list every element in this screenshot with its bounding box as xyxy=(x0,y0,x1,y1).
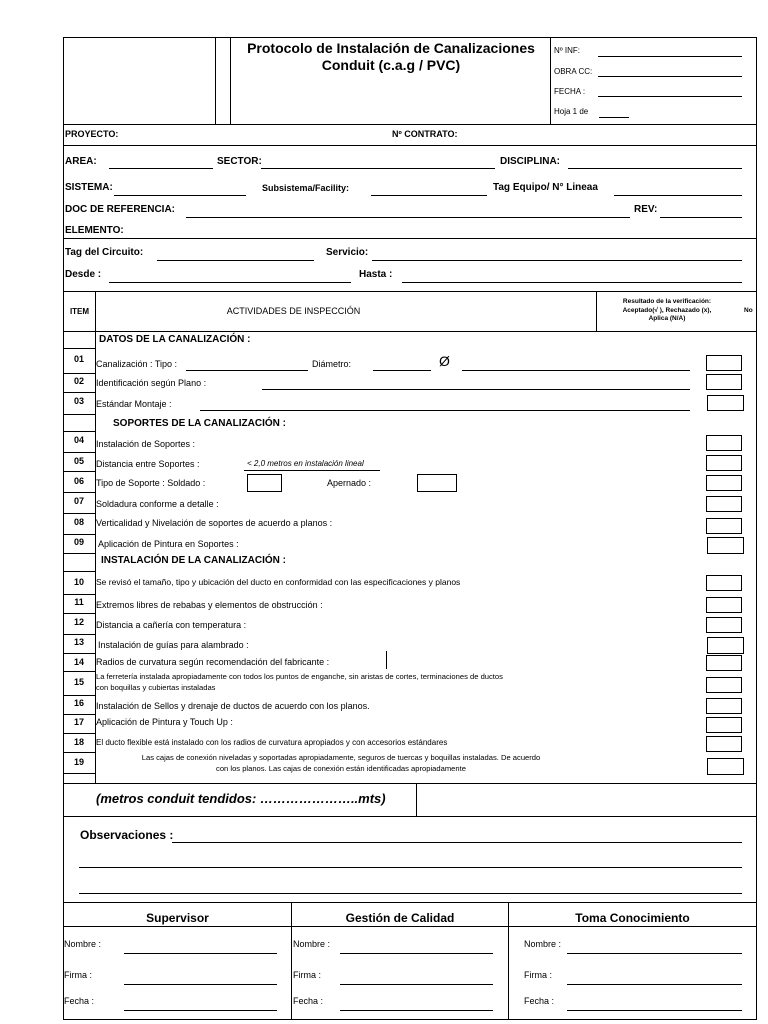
tag-equipo-field[interactable] xyxy=(614,195,742,196)
item-number: 16 xyxy=(73,698,84,708)
item-text: Aplicación de Pintura en Soportes : xyxy=(98,539,239,549)
item-text: Estándar Montaje : xyxy=(96,399,172,409)
toma-fecha-label: Fecha : xyxy=(524,996,555,1006)
item-text: Extremos libres de rebabas y elementos de obstrucción : xyxy=(96,600,323,610)
item-number: 05 xyxy=(73,456,84,466)
calidad-nombre-label: Nombre : xyxy=(293,939,331,949)
item-number: 17 xyxy=(73,717,84,727)
tipo-field[interactable] xyxy=(186,370,308,371)
diametro-label: Diámetro: xyxy=(312,359,352,369)
result-box[interactable] xyxy=(707,537,744,554)
sistema-label: SISTEMA: xyxy=(65,182,113,193)
diametro-extra-field[interactable] xyxy=(462,370,690,371)
toma-nombre-field[interactable] xyxy=(567,953,742,954)
item-text: Tipo de Soporte : Soldado : xyxy=(96,478,206,488)
sector-field[interactable] xyxy=(261,168,495,169)
supervisor-header: Supervisor xyxy=(146,911,209,925)
result-box[interactable] xyxy=(706,575,742,591)
item-text: Se revisó el tamaño, tipo y ubicación del ducto en conformidad con las especificaciones y planos xyxy=(96,577,461,587)
disciplina-label: DISCIPLINA: xyxy=(500,156,560,167)
diametro-field[interactable] xyxy=(373,370,431,371)
item-number: 06 xyxy=(73,476,84,486)
tag-circuito-field[interactable] xyxy=(157,260,314,261)
toma-firma-field[interactable] xyxy=(567,984,742,985)
item-text: Verticalidad y Nivelación de soportes de acuerdo a planos : xyxy=(96,518,333,528)
doc-ref-field[interactable] xyxy=(186,217,630,218)
col-item-header: ITEM xyxy=(69,307,90,316)
result-box[interactable] xyxy=(706,475,742,491)
apernado-box[interactable] xyxy=(417,474,457,492)
item-text: El ducto flexible está instalado con los radios de curvatura apropiados y con accesorios estándares xyxy=(96,738,448,747)
supervisor-fecha-label: Fecha : xyxy=(64,996,95,1006)
result-box[interactable] xyxy=(706,355,742,371)
toma-conocimiento-header: Toma Conocimiento xyxy=(575,911,690,925)
estandar-field[interactable] xyxy=(200,410,690,411)
soldado-box[interactable] xyxy=(247,474,282,492)
inf-label: Nº INF: xyxy=(554,46,581,55)
observaciones-label: Observaciones : xyxy=(80,828,174,842)
observaciones-line-1[interactable] xyxy=(172,842,742,843)
supervisor-nombre-field[interactable] xyxy=(124,953,277,954)
item-number: 08 xyxy=(73,517,84,527)
gestion-calidad-header: Gestión de Calidad xyxy=(345,911,455,925)
item-number: 04 xyxy=(73,435,84,445)
calidad-fecha-field[interactable] xyxy=(340,1010,493,1011)
section-instalacion: INSTALACIÓN DE LA CANALIZACIÓN : xyxy=(101,555,286,566)
item-number: 02 xyxy=(73,376,84,386)
item-text-line2: con los planos. Las cajas de conexión están identificadas apropiadamente xyxy=(216,764,466,773)
form-title-line2: Conduit (c.a.g / PVC) xyxy=(321,57,461,73)
calidad-fecha-label: Fecha : xyxy=(293,996,324,1006)
result-box[interactable] xyxy=(706,736,742,752)
hoja-label: Hoja 1 de xyxy=(554,107,589,116)
apernado-label: Apernado : xyxy=(327,478,372,488)
contrato-label: Nº CONTRATO: xyxy=(392,129,458,139)
result-box[interactable] xyxy=(706,496,742,512)
item-number: 15 xyxy=(73,677,84,687)
desde-field[interactable] xyxy=(109,282,351,283)
item-text: Distancia a cañería con temperatura : xyxy=(96,620,247,630)
result-header-no: No xyxy=(744,307,753,314)
item-number: 13 xyxy=(73,637,84,647)
result-box[interactable] xyxy=(706,597,742,613)
area-label: AREA: xyxy=(65,156,97,167)
sistema-field[interactable] xyxy=(114,195,246,196)
calidad-firma-label: Firma : xyxy=(293,970,321,980)
result-box[interactable] xyxy=(707,395,744,411)
tag-equipo-label: Tag Equipo/ N° Lineaa xyxy=(493,182,598,193)
result-header-line2: Aceptado(√ ), Rechazado (x), xyxy=(622,307,712,314)
item-number: 01 xyxy=(73,354,84,364)
inf-field[interactable] xyxy=(598,56,742,57)
item-number: 09 xyxy=(73,537,84,547)
result-box[interactable] xyxy=(706,698,742,714)
hasta-field[interactable] xyxy=(402,282,742,283)
tag-circuito-label: Tag del Circuito: xyxy=(65,247,144,258)
subsistema-label: Subsistema/Facility: xyxy=(262,183,350,193)
item-text: Instalación de guías para alambrado : xyxy=(98,640,249,650)
fecha-header-field[interactable] xyxy=(598,96,742,97)
item-text: Instalación de Soportes : xyxy=(96,439,196,449)
result-box[interactable] xyxy=(706,455,742,471)
hasta-label: Hasta : xyxy=(359,269,393,280)
result-box[interactable] xyxy=(706,617,742,633)
desde-label: Desde : xyxy=(65,269,102,280)
item-number: 11 xyxy=(74,597,84,607)
toma-nombre-label: Nombre : xyxy=(524,939,562,949)
calidad-firma-field[interactable] xyxy=(340,984,493,985)
supervisor-firma-field[interactable] xyxy=(124,984,277,985)
diameter-symbol: Ø xyxy=(439,353,450,369)
hoja-field[interactable] xyxy=(599,117,629,118)
calidad-nombre-field[interactable] xyxy=(340,953,493,954)
item-text: Aplicación de Pintura y Touch Up : xyxy=(96,717,233,727)
toma-fecha-field[interactable] xyxy=(567,1010,742,1011)
result-box[interactable] xyxy=(706,677,742,693)
metros-conduit: (metros conduit tendidos: …………………..mts) xyxy=(96,791,386,806)
servicio-field[interactable] xyxy=(372,260,742,261)
item-number: 03 xyxy=(73,396,84,406)
item-text-line2: con boquillas y cubiertas instaladas xyxy=(96,683,216,692)
result-box[interactable] xyxy=(706,518,742,534)
rev-label: REV: xyxy=(634,204,658,215)
supervisor-fecha-field[interactable] xyxy=(124,1010,277,1011)
subsistema-field[interactable] xyxy=(371,195,487,196)
item-text: Identificación según Plano : xyxy=(96,378,207,388)
observaciones-line-2[interactable] xyxy=(79,867,742,868)
sector-label: SECTOR: xyxy=(217,156,262,167)
disciplina-field[interactable] xyxy=(568,168,742,169)
doc-ref-label: DOC DE REFERENCIA: xyxy=(65,204,176,215)
item-number: 14 xyxy=(73,657,84,667)
obra-label: OBRA CC: xyxy=(554,67,593,76)
distancia-spec: < 2,0 metros en instalación lineal xyxy=(247,459,364,468)
result-box[interactable] xyxy=(707,637,744,654)
section-soportes: SOPORTES DE LA CANALIZACIÓN : xyxy=(113,418,286,429)
identificacion-field[interactable] xyxy=(262,389,690,390)
result-box[interactable] xyxy=(707,758,744,775)
elemento-label: ELEMENTO: xyxy=(65,225,124,236)
toma-firma-label: Firma : xyxy=(524,970,552,980)
item-text: Canalización : Tipo : xyxy=(96,359,178,369)
item-text: Distancia entre Soportes : xyxy=(96,459,200,469)
result-header-line3: Aplica (N/A) xyxy=(648,315,686,322)
item-text: Instalación de Sellos y drenaje de ductos de acuerdo con los planos. xyxy=(96,701,370,711)
result-header-line1: Resultado de la verificación: xyxy=(622,298,712,305)
item-text: La ferretería instalada apropiadamente con todos los puntos de enganche, sin aristas de cortes, terminaciones de ductos xyxy=(96,672,503,681)
col-activities-header: ACTIVIDADES DE INSPECCIÓN xyxy=(226,306,361,316)
obra-field[interactable] xyxy=(598,76,742,77)
item-number: 18 xyxy=(73,737,84,747)
supervisor-firma-label: Firma : xyxy=(64,970,92,980)
item-text: Radios de curvatura según recomendación del fabricante : xyxy=(96,657,330,667)
result-box[interactable] xyxy=(706,435,742,451)
servicio-label: Servicio: xyxy=(326,247,369,258)
proyecto-label: PROYECTO: xyxy=(65,129,119,139)
supervisor-nombre-label: Nombre : xyxy=(64,939,102,949)
item-text: Las cajas de conexión niveladas y soportadas apropiadamente, seguros de tuercas y boquillas instaladas. De acuerdo xyxy=(141,753,541,762)
result-box[interactable] xyxy=(706,717,742,733)
fecha-header-label: FECHA : xyxy=(554,87,586,96)
form-title-line1: Protocolo de Instalación de Canalizaciones xyxy=(247,40,535,56)
rev-field[interactable] xyxy=(660,217,742,218)
observaciones-line-3[interactable] xyxy=(79,893,742,894)
area-field[interactable] xyxy=(109,168,213,169)
result-box[interactable] xyxy=(706,374,742,390)
section-datos: DATOS DE LA CANALIZACIÓN : xyxy=(99,334,251,345)
item-number: 12 xyxy=(73,617,84,627)
item-number: 10 xyxy=(73,577,84,587)
item-number: 19 xyxy=(73,757,84,767)
item-text: Soldadura conforme a detalle : xyxy=(96,499,219,509)
item-number: 07 xyxy=(73,496,84,506)
result-box[interactable] xyxy=(706,655,742,671)
